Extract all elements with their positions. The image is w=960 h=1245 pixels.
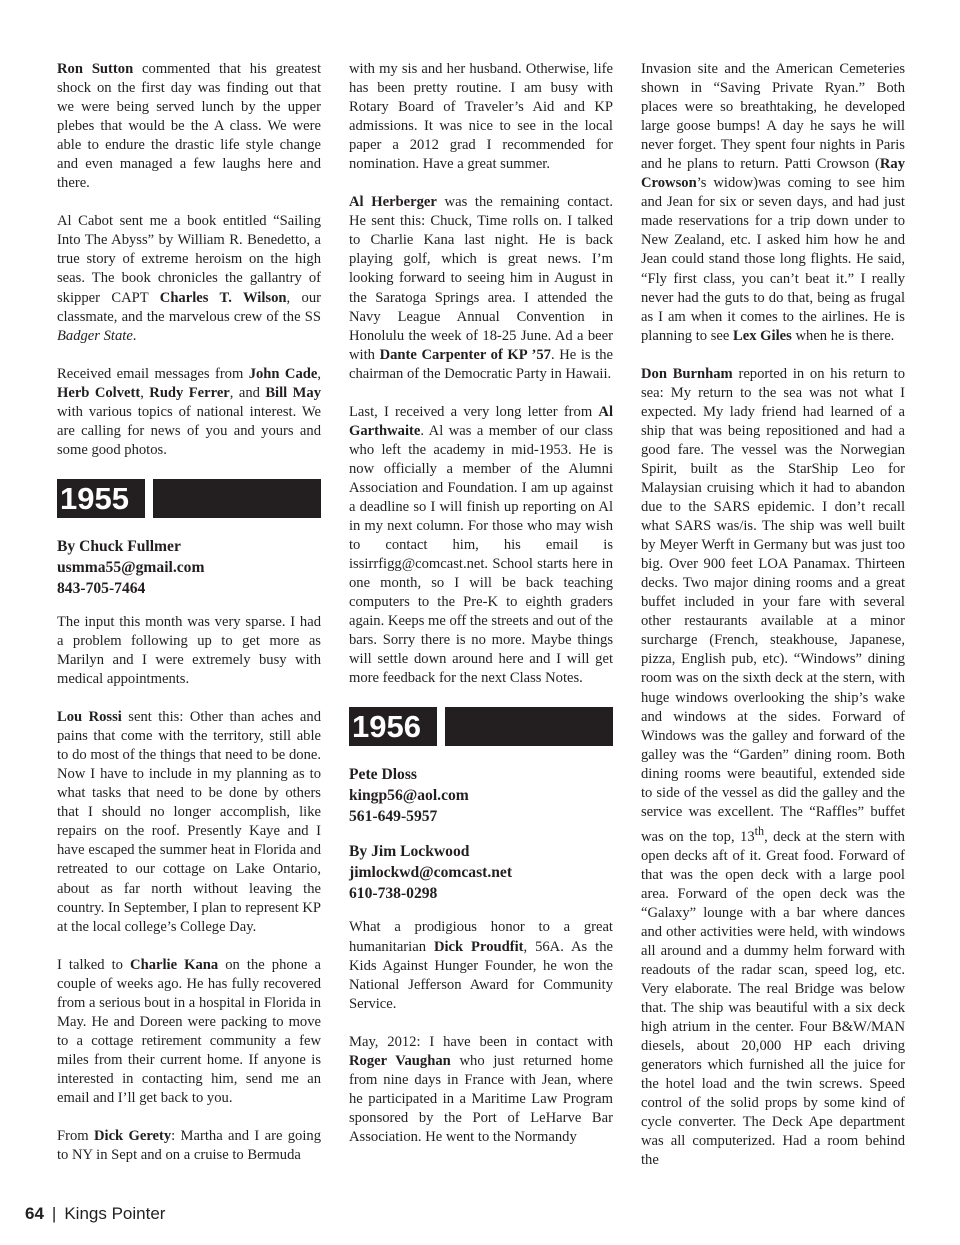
footer-separator: | xyxy=(51,1204,57,1223)
article-paragraph: Received email messages from John Cade, Herb Colvett, Rudy Ferrer, and Bill May with various topics of national interest. We are calling for news of you and yours and some good photos. xyxy=(57,365,321,458)
article-paragraph: Lou Rossi sent this: Other than aches and pains that come with the territory, still able to do most of the things that need to be done. Now I have to include in my planning as to what tasks that need to be done by others that I should no longer accomplish, like repairs on the roof. Presently Kaye and I have escaped the summer heat in Florida and retreated to our cottage on Lake Ontario, about as far north without leaving the country. In September, I plan to represent KP at the local college’s College Day. xyxy=(57,709,321,935)
correspondent-name: Pete Dloss xyxy=(349,766,417,784)
article-paragraph: The input this month was very sparse. I had a problem following up to get more as Marilyn and I were extremely busy with medical appointments. xyxy=(57,613,321,688)
correspondent-email: usmma55@gmail.com xyxy=(57,558,205,576)
banner-bar xyxy=(445,707,613,746)
class-correspondent-byline xyxy=(349,764,613,827)
correspondent-phone: 610-738-0298 xyxy=(349,885,438,903)
article-paragraph: Al Cabot sent me a book entitled “Sailing Into The Abyss” by William R. Benedetto, a true story of extreme heroism on the high seas. The book chronicles the gallantry of skipper CAPT Charles T. Wilson, our classmate, and the marvelous crew of the SS Badger State. xyxy=(57,213,321,344)
correspondent-phone: 843-705-7464 xyxy=(57,579,146,597)
column-1 xyxy=(57,60,321,1184)
article-paragraph: Ron Sutton commented that his greatest shock on the first day was finding out that we were being served lunch by the upper plebes that would be the A class. We were able to endure the drastic life style change and even managed a few laughs here and there. xyxy=(57,61,322,192)
page-number: 64 xyxy=(25,1204,44,1223)
column-2 xyxy=(349,60,613,1166)
article-paragraph: From Dick Gerety: Martha and I are going to NY in Sept and on a cruise to Bermuda xyxy=(57,1128,322,1164)
article-paragraph: Don Burnham reported in on his return to sea: My return to the sea was not what I expected. My lady friend had learned of a ship that was being repositioned and had a good fare. The vessel was the Norwegian Spirit, built as the StarShip Leo for Malaysian cruising which it had to abandon due to the SARS epidemic. I don’t recall what SARS was/is. The ship was well built by Meyer Werft in Germany but was just too big. Over 900 feet LOA Panamax. Thirteen decks. Two major dining rooms and a great buffet included in your fare with several other restaurants available at a minor surcharge (French, steakhouse, Japanese, pizza, English pub, etc). “Windows” dining room was on the sixth deck at the stern, with huge windows overlooking the ship’s wake and windows at the sides. Forward of Windows was the galley and forward of the galley was the “Garden” dining room. Both dining rooms were beautiful, extended side to side of the vessel as did the galley and the service was excellent. The “Raffles” buffet was on the top, 13th, deck at the stern with open decks aft of it. Great food. Forward of that was the open deck with a large pool area. Forward of the open deck was the “Galaxy” lounge with a bar where dances and other activities were held, with windows all around and a dummy helm forward with readouts of the radar scan, speed log, etc. Very elaborate. The real Bridge was below that. The ship was beautiful with a six deck high atrium in the center. Four B&W/MAN diesels, about 20,000 HP each driving generators which furnished all the juice for the hotel load and the twin screws. Speed control of the solid props by some kind of cycle converter. The Deck Ape department was all computerized. Had a room behind the xyxy=(641,365,905,1169)
correspondent-email: jimlockwd@comcast.net xyxy=(349,864,513,882)
correspondent-email: kingp56@aol.com xyxy=(349,787,469,805)
article-paragraph: What a prodigious honor to a great humanitarian Dick Proudfit, 56A. As the Kids Against Hunger Founder, he won the National Jefferson Award for Community Service. xyxy=(349,919,613,1012)
article-paragraph: I talked to Charlie Kana on the phone a couple of weeks ago. He has fully recovered from a serious bout in a hospital in Florida in May. He and Doreen were packing to move to a cottage retirement community a few miles from their current home. If anyone is interested in contacting him, send me an email and I’ll get back to you. xyxy=(57,956,321,1106)
column-3 xyxy=(641,60,905,1190)
publication-name: Kings Pointer xyxy=(64,1204,166,1223)
correspondent-name: By Chuck Fullmer xyxy=(57,537,181,555)
article-paragraph: Invasion site and the American Cemeteries shown in “Saving Private Ryan.” Both places were so breathtaking, he developed large goose bumps! A day he says he will never forget. They spent four nights in Paris and he plans to return. Patti Crowson (Ray Crowson’s widow)was coming to see him and Jean for six or seven days, and had just made reservations for a trip down under to New Zealand, etc. I asked him how he and Jean could stand those long flights. He said, “Fly first class, you can’t beat it.” I really never had the guts to do that, being as frugal as I am when it comes to the airlines. He is planning to see Lex Giles when he is there. xyxy=(641,61,905,344)
class-year-label: 1956 xyxy=(349,707,437,746)
class-correspondent-byline xyxy=(57,536,321,599)
correspondent-phone: 561-649-5957 xyxy=(349,808,438,826)
banner-bar xyxy=(153,479,321,518)
article-paragraph: Al Herberger was the remaining contact. He sent this: Chuck, Time rolls on. I talked to Charlie Kana last night. He is back playing golf, which is great news. I’m looking forward to seeing him in August in the Saratoga Springs area. I attended the Navy League Annual Convention in Honolulu the week of 18-25 June. Ad a beer with Dante Carpenter of KP ’57. He is the chairman of the Democratic Party in Hawaii. xyxy=(349,194,613,382)
class-year-label: 1955 xyxy=(57,479,145,518)
class-correspondent-byline xyxy=(349,841,613,904)
correspondent-name: By Jim Lockwood xyxy=(349,843,470,861)
article-paragraph: Last, I received a very long letter from Al Garthwaite. Al was a member of our class who left the academy in mid-1953. He is now officially a member of the Alumni Association and Foundation. I am up against a deadline so I will finish up reporting on Al in my next column. For those who may wish to contact him, his email is issirrfigg@comcast.net. School starts here in one month, so I will be back teaching computers to the Pre-K to eighth graders again. Keeps me off the streets and out of the bars. Sorry there is no more. Maybe things will settle down around here and I will get more feedback for the next Class Notes. xyxy=(349,403,613,687)
article-paragraph: May, 2012: I have been in contact with Roger Vaughan who just returned home from nine days in France with Jean, where he participated in a Maritime Law Program sponsored by the Port of LeHarve Bar Association. He went to the Normandy xyxy=(349,1033,613,1145)
page-footer xyxy=(25,1204,165,1224)
class-year-banner xyxy=(57,479,321,518)
article-paragraph: with my sis and her husband. Otherwise, life has been pretty routine. I am busy with Rotary Board of Traveler’s Aid and KP admissions. It was nice to see in the local paper a 2012 grad I recommended for nomination. Have a great summer. xyxy=(349,61,613,173)
class-year-banner xyxy=(349,707,613,746)
